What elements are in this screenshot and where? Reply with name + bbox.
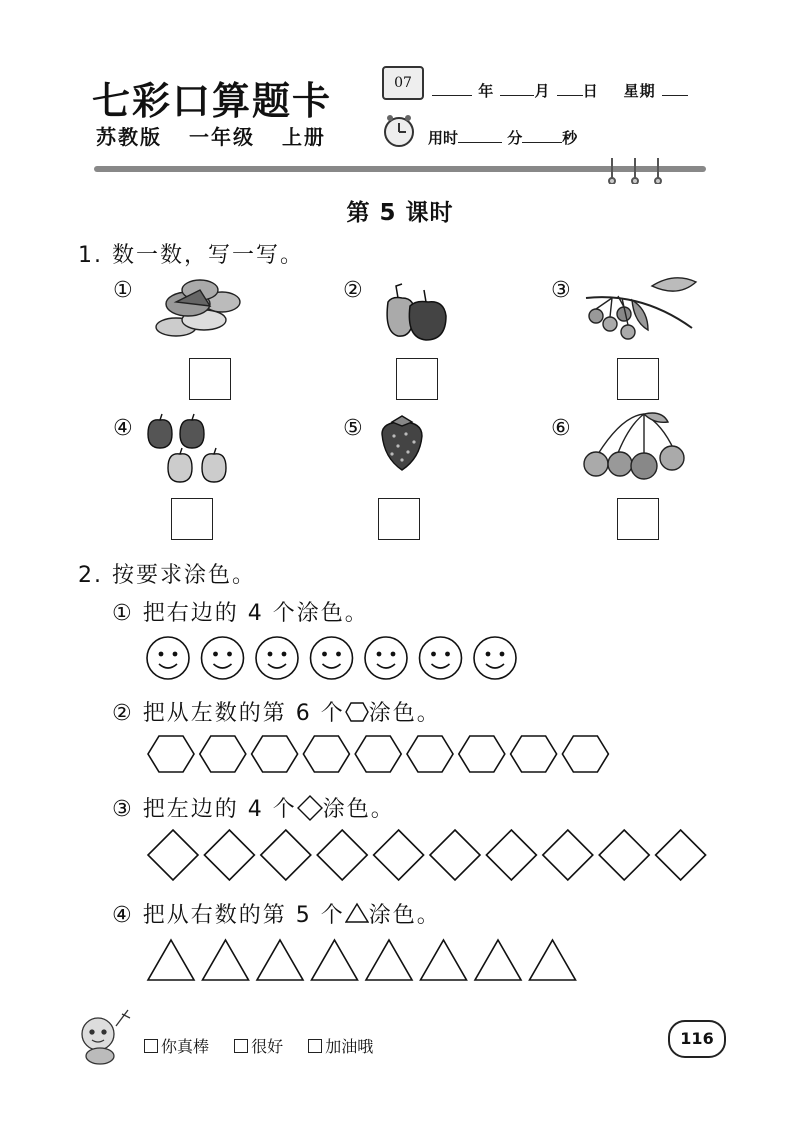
date-line: 年 月 日 星期 <box>432 80 688 101</box>
triangle[interactable] <box>366 940 412 980</box>
q2-sub3-instruction: ③ 把左边的 4 个 涂色。 <box>112 797 395 822</box>
diamond-icon <box>297 795 323 821</box>
smiley-face[interactable] <box>256 637 298 679</box>
grade: 一年级 <box>188 125 255 149</box>
triangle[interactable] <box>421 940 467 980</box>
q1-answer-box-3[interactable] <box>617 358 659 400</box>
triangle[interactable] <box>203 940 249 980</box>
q1-title: 1. 数一数，写一写。 <box>78 243 304 268</box>
triangle[interactable] <box>148 940 194 980</box>
hexagon[interactable] <box>355 736 401 772</box>
checkbox-icon[interactable] <box>234 1039 248 1053</box>
checkbox-icon[interactable] <box>308 1039 322 1053</box>
diamond[interactable] <box>374 830 424 880</box>
page-number: 116 <box>668 1020 726 1058</box>
q2-title: 2. 按要求涂色。 <box>78 563 256 588</box>
diamond[interactable] <box>599 830 649 880</box>
q1-marker-1: ① <box>113 278 133 303</box>
smiley-face[interactable] <box>474 637 516 679</box>
hexagon-icon <box>345 701 369 723</box>
clock-icon <box>382 114 416 148</box>
q1-marker-2: ② <box>343 278 363 303</box>
triangle[interactable] <box>475 940 521 980</box>
diamond[interactable] <box>430 830 480 880</box>
diamond[interactable] <box>204 830 254 880</box>
triangle-icon <box>345 902 369 924</box>
hexagon[interactable] <box>562 736 608 772</box>
hexagon[interactable] <box>407 736 453 772</box>
mascot-icon <box>72 1006 136 1068</box>
divider-pins-icon <box>600 156 670 184</box>
diamond[interactable] <box>148 830 198 880</box>
hexagon[interactable] <box>303 736 349 772</box>
q1-marker-5: ⑤ <box>343 416 363 441</box>
diamond[interactable] <box>317 830 367 880</box>
calendar-icon: 07 <box>382 66 424 100</box>
edition: 苏教版 <box>96 125 162 149</box>
strawberry-icon <box>378 414 426 474</box>
hexagon[interactable] <box>200 736 246 772</box>
smiley-face[interactable] <box>365 637 407 679</box>
hexagon[interactable] <box>459 736 505 772</box>
sliced-fruit-icon <box>148 272 244 342</box>
q2-sub1-instruction: ① 把右边的 4 个涂色。 <box>112 601 369 626</box>
hexagon[interactable] <box>252 736 298 772</box>
q1-answer-box-5[interactable] <box>378 498 420 540</box>
q2-sub4-instruction: ④ 把从右数的第 5 个 涂色。 <box>112 903 441 928</box>
triangle[interactable] <box>257 940 303 980</box>
q2-sub2-instruction: ② 把从左数的第 6 个 涂色。 <box>112 701 441 726</box>
q1-answer-box-2[interactable] <box>396 358 438 400</box>
triangle[interactable] <box>530 940 576 980</box>
smiley-row <box>146 634 526 682</box>
diamond-row <box>146 828 712 882</box>
q1-answer-box-4[interactable] <box>171 498 213 540</box>
q1-marker-6: ⑥ <box>551 416 571 441</box>
q1-answer-box-1[interactable] <box>189 358 231 400</box>
smiley-face[interactable] <box>420 637 462 679</box>
smiley-face[interactable] <box>147 637 189 679</box>
hexagon[interactable] <box>511 736 557 772</box>
pepper-icon <box>378 276 450 344</box>
checkbox-icon[interactable] <box>144 1039 158 1053</box>
lesson-title: 第 5 课时 <box>346 200 454 226</box>
book-info <box>96 121 344 150</box>
brand-title: 七彩口算题卡 <box>92 78 333 123</box>
hexagon-row <box>146 734 616 776</box>
time-line: 用时 分 秒 <box>428 129 578 147</box>
volume: 上册 <box>281 125 326 149</box>
hexagon[interactable] <box>148 736 194 772</box>
diamond[interactable] <box>486 830 536 880</box>
diamond[interactable] <box>261 830 311 880</box>
q1-marker-3: ③ <box>551 278 571 303</box>
cherries-icon <box>582 410 694 482</box>
diamond[interactable] <box>543 830 593 880</box>
triangle-row <box>146 938 586 982</box>
cherry-branch-icon <box>582 270 702 348</box>
q1-marker-4: ④ <box>113 416 133 441</box>
smiley-face[interactable] <box>311 637 353 679</box>
q1-answer-box-6[interactable] <box>617 498 659 540</box>
rating-good[interactable]: 很好 <box>234 1037 283 1056</box>
rating-keep-going[interactable]: 加油哦 <box>308 1037 373 1056</box>
smiley-face[interactable] <box>202 637 244 679</box>
triangle[interactable] <box>312 940 358 980</box>
rating-great[interactable]: 你真棒 <box>144 1037 209 1056</box>
apples-icon <box>144 412 236 488</box>
rating-options <box>144 1034 393 1057</box>
diamond[interactable] <box>656 830 706 880</box>
